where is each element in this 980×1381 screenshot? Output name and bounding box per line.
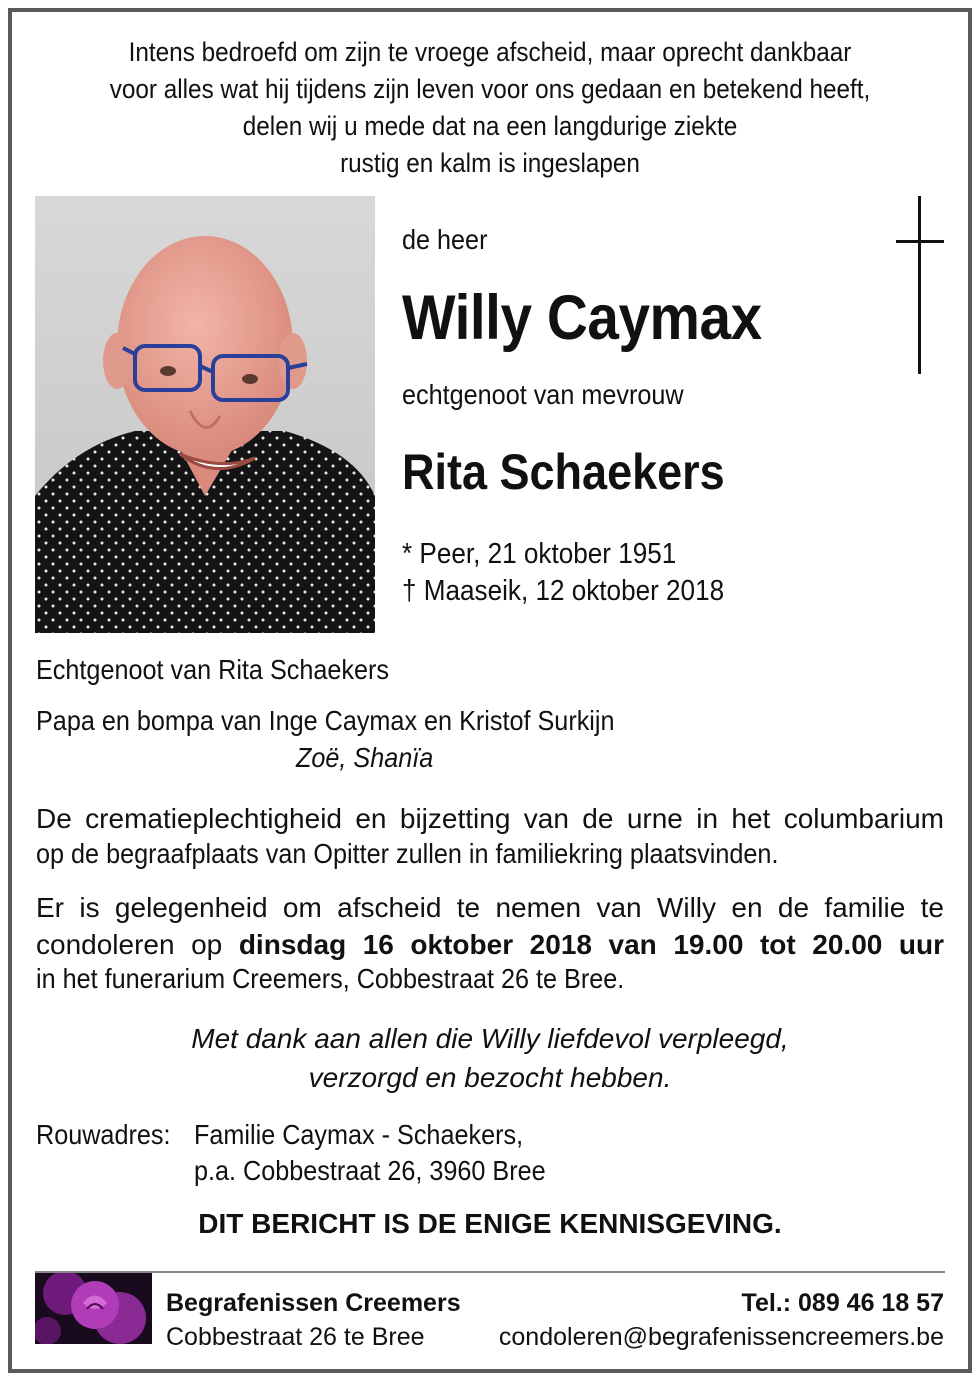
address-label: Rouwadres: [36, 1119, 171, 1150]
deceased-name: Willy Caymax [402, 283, 762, 353]
family-grandchildren: Zoë, Shanïa [296, 742, 434, 773]
deceased-title: de heer [402, 224, 488, 255]
spouse-intro: echtgenoot van mevrouw [402, 379, 684, 410]
intro-line: rustig en kalm is ingeslapen [340, 148, 640, 178]
phone-number: Tel.: 089 46 18 57 [741, 1289, 944, 1317]
spouse-name: Rita Schaekers [402, 444, 725, 500]
email-link[interactable]: condoleren@begrafenissencreemers.be [498, 1323, 944, 1351]
family-children-line: Papa en bompa van Inge Caymax en Kristof Surkijn [36, 705, 615, 736]
intro-text [67, 34, 913, 182]
thanks-text [40, 1019, 940, 1097]
intro-line: delen wij u mede dat na een langdurige ziekte [242, 111, 738, 141]
funeral-home-info [166, 1286, 461, 1354]
notice-text: DIT BERICHT IS DE ENIGE KENNISGEVING. [198, 1208, 782, 1239]
death-line: † Maaseik, 12 oktober 2018 [402, 575, 725, 607]
intro-line: Intens bedroefd om zijn te vroege afscheid, maar oprecht dankbaar [128, 37, 852, 67]
company-name: Begrafenissen Creemers [166, 1289, 461, 1317]
visitation-datetime: dinsdag 16 oktober 2018 van 19.00 tot 20.00 uur [238, 929, 944, 960]
visitation-line: Er is gelegenheid om afscheid te nemen van Willy en de familie te [36, 892, 944, 923]
ceremony-line: op de begraafplaats van Opitter zullen in familiekring plaatsvinden. [36, 838, 779, 869]
thanks-line: verzorgd en bezocht hebben. [308, 1062, 672, 1093]
visitation-paragraph [36, 889, 944, 963]
portrait-photo [35, 196, 375, 633]
visitation-prefix: condoleren op [36, 929, 223, 960]
rose-image [35, 1273, 152, 1344]
visitation-line-2 [36, 926, 944, 963]
footer-divider [35, 1271, 945, 1273]
company-address: Cobbestraat 26 te Bree [166, 1323, 425, 1351]
address-line: Familie Caymax - Schaekers, [194, 1119, 524, 1150]
family-spouse-line: Echtgenoot van Rita Schaekers [36, 654, 390, 685]
intro-line: voor alles wat hij tijdens zijn leven voor ons gedaan en betekend heeft, [109, 74, 871, 104]
visitation-line: in het funerarium Creemers, Cobbestraat 26 te Bree. [36, 963, 625, 994]
ceremony-paragraph [36, 800, 944, 837]
ceremony-line: De crematieplechtigheid en bijzetting van de urne in het columbarium [36, 803, 944, 834]
address-line: p.a. Cobbestraat 26, 3960 Bree [194, 1155, 546, 1186]
contact-info [499, 1286, 944, 1354]
cross-icon [896, 196, 944, 374]
birth-line: * Peer, 21 oktober 1951 [402, 538, 677, 570]
thanks-line: Met dank aan allen die Willy liefdevol verpleegd, [191, 1023, 789, 1054]
